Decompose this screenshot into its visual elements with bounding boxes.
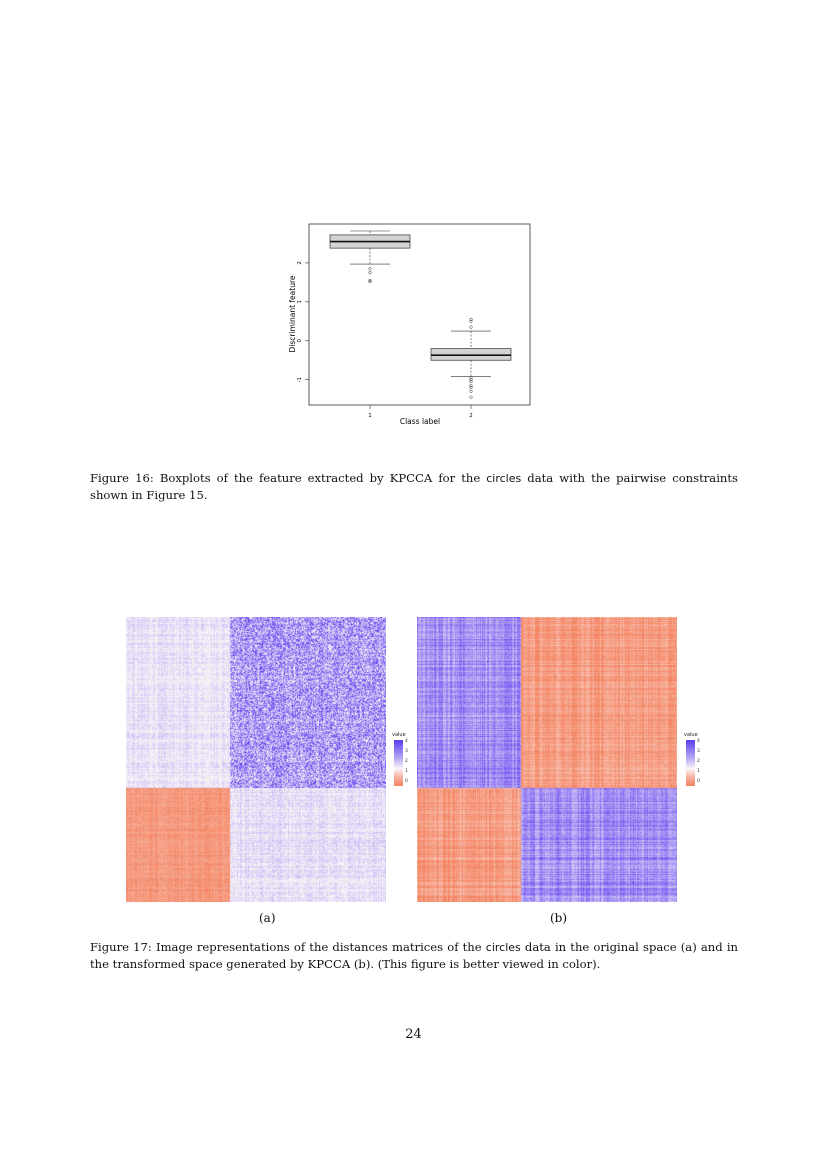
legend-tick: 0 (405, 779, 408, 784)
plot-frame (309, 224, 530, 405)
x-tick-label: 1 (368, 413, 372, 419)
caption-text: data in the original space (a) and in the transformed space generated by KPCCA (b). (This figure is better viewed in color). (90, 940, 738, 971)
sublabel-a: (a) (259, 911, 276, 925)
caption-text: Figure 17: Image representations of the distances matrices of the (90, 940, 486, 954)
box-class-1 (330, 231, 410, 283)
heatmap-original-space (126, 617, 386, 902)
outlier-point (470, 320, 473, 323)
caption-text: data with the pairwise constraints shown in Figure 15. (90, 471, 738, 502)
outlier-point (470, 380, 473, 383)
box-class-2 (431, 318, 511, 398)
x-tick-label: 2 (469, 413, 473, 419)
dataset-name: circles (486, 472, 522, 485)
caption-text: Figure 16: Boxplots of the feature extracted by KPCCA for the (90, 471, 487, 485)
figure16-caption (90, 470, 738, 503)
y-axis-label: Discriminant feature (288, 275, 297, 353)
outlier-point (470, 326, 473, 329)
legend-tick: 4 (405, 739, 408, 744)
legend-tick: 2 (405, 759, 408, 764)
y-tick-label: 1 (297, 300, 303, 304)
y-tick-label: 2 (297, 261, 303, 265)
legend-title: value (684, 732, 698, 738)
legend-title: value (392, 732, 406, 738)
legend-tick: 4 (697, 739, 700, 744)
figure17-caption (90, 939, 738, 972)
sublabel-b: (b) (550, 911, 568, 925)
y-tick-label: -1 (297, 376, 303, 383)
legend-tick: 1 (697, 769, 700, 774)
outlier-point (470, 396, 473, 399)
legend-color-bar (686, 740, 695, 786)
legend-tick: 2 (697, 759, 700, 764)
legend-tick: 1 (405, 769, 408, 774)
x-axis-label: Class label (399, 417, 441, 426)
legend-tick: 0 (697, 779, 700, 784)
outlier-point (470, 390, 473, 393)
outlier-point (369, 271, 372, 274)
page-number: 24 (405, 1027, 422, 1042)
legend-tick: 3 (405, 749, 408, 754)
legend-color-bar (394, 740, 403, 786)
y-tick-label: 0 (297, 339, 303, 343)
legend-b (683, 732, 713, 792)
heatmap-transformed-space (417, 617, 677, 902)
outlier-point (369, 267, 372, 270)
figure16-boxplot (270, 212, 560, 440)
dataset-name: circles (485, 941, 521, 954)
legend-tick: 3 (697, 749, 700, 754)
outlier-point (470, 386, 473, 389)
